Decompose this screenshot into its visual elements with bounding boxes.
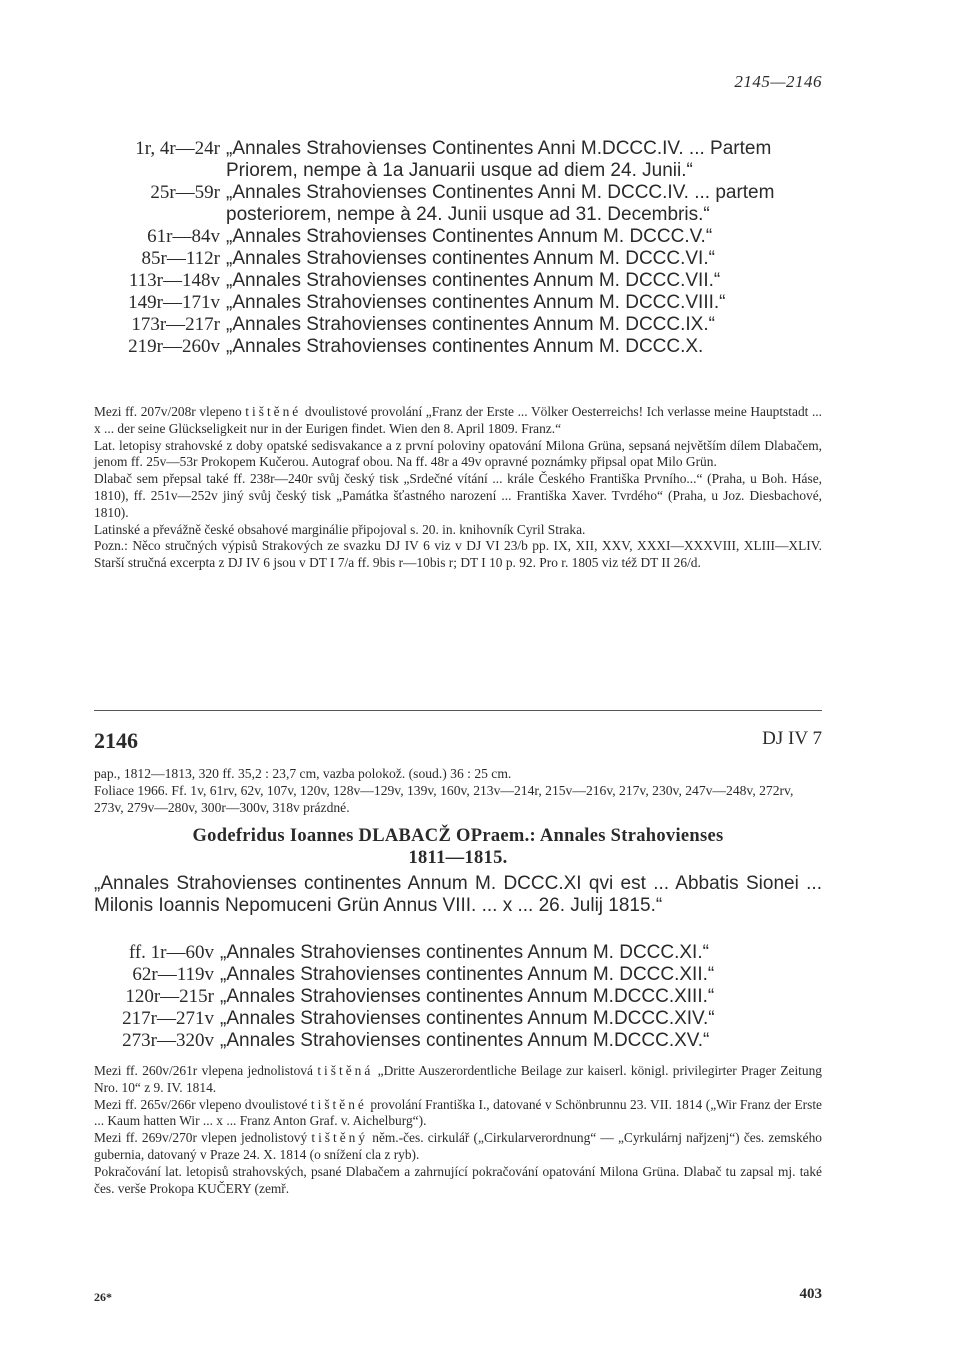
phys-line: pap., 1812—1813, 320 ff. 35,2 : 23,7 cm, vazba polokož. (soud.) 36 : 25 cm. — [94, 766, 512, 781]
entry-title: „Annales Strahovienses continentes Annum M.DCCC.XIV.“ — [220, 1008, 715, 1029]
entry-title: „Annales Strahovienses continentes Annum M. DCCC.VI.“ — [226, 248, 715, 269]
note-paragraph — [94, 404, 822, 438]
note-paragraph — [94, 1063, 822, 1097]
record-2146-heading — [94, 728, 822, 758]
entry-title: „Annales Strahovienses continentes Annum M.DCCC.XV.“ — [220, 1030, 710, 1051]
folio-range: 62r—119v — [132, 964, 214, 985]
content-entry — [94, 1008, 822, 1030]
spaced-emphasis: tištěné — [310, 1096, 367, 1112]
content-entry — [94, 182, 822, 226]
note-paragraph: Lat. letopisy strahovské z doby opatské sedisvakance a z první poloviny opatování Milona Grüna, sepsaná největším dílem Dlabačem, jenom ff. 25v—53r Prokopem Kučerou. Autograf obou. Na ff. 48r a 49v opravné poznámky připsal opat Milo Grün. — [94, 437, 822, 470]
entry-title: „Annales Strahovienses continentes Annum M. DCCC.IX.“ — [226, 314, 715, 335]
spaced-emphasis: tištěná — [317, 1063, 374, 1078]
folio-range: 1r, 4r—24r — [135, 138, 220, 159]
section-divider — [94, 710, 822, 711]
entry-title: „Annales Strahovienses continentes Annum M.DCCC.XIII.“ — [220, 986, 715, 1007]
phys-line: Foliace 1966. Ff. 1v, 61rv, 62v, 107v, 120v, 128v—129v, 139v, 160v, 213v—214r, 215v—216v, 217v, 230v, 247v—248v, 272rv, 273v, 279v—280v, 300r—300v, 318v prázdné. — [94, 783, 794, 815]
incipit-quote: „Annales Strahovienses continentes Annum M. DCCC.XI qvi est ... Abbatis Sionei ... Milonis Ioannis Nepomuceni Grün Annus VIII. ... x ... 26. Julij 1815.“ — [94, 873, 822, 916]
shelf-signature: DJ IV 7 — [762, 728, 822, 749]
note-paragraph — [94, 1130, 822, 1164]
folio-range: 273r—320v — [122, 1030, 214, 1051]
entry-title: „Annales Strahovienses continentes Annum M. DCCC.VIII.“ — [226, 292, 726, 313]
work-title — [94, 825, 822, 869]
record-number: 2146 — [94, 728, 138, 753]
record-2145-notes — [94, 404, 822, 572]
note-paragraph: Pozn.: Něco stručných výpisů Strakových ze svazku DJ IV 6 viz v DJ VI 23/b pp. IX, XII, XXV, XXXI—XXXVIII, XLIII—XLIV. Starší stručná excerpta z DJ IV 6 jsou v DT I 7/a ff. 9bis r—10bis r; DT I 10 p. 92. Pro r. 1805 viz též DT II 26/d. — [94, 538, 822, 571]
content-entry — [94, 226, 822, 248]
content-entry — [94, 942, 822, 964]
entry-title: „Annales Strahovienses continentes Annum M. DCCC.VII.“ — [226, 270, 721, 291]
folio-range: 61r—84v — [147, 226, 220, 247]
content-entry — [94, 292, 822, 314]
record-2146-notes — [94, 1063, 822, 1197]
content-entry — [94, 138, 822, 182]
entry-title: „Annales Strahovienses Continentes Anni M.DCCC.IV. ... Partem Priorem, nempe à 1a Januarii usque ad diem 24. Junii.“ — [226, 138, 772, 181]
content-entry — [94, 314, 822, 336]
entry-title: „Annales Strahovienses Continentes Annum M. DCCC.V.“ — [226, 226, 713, 247]
content-entry — [94, 986, 822, 1008]
content-entry — [94, 964, 822, 986]
note-paragraph — [94, 1097, 822, 1131]
note-text: Mezi ff. 260v/261r vlepena jednolistová — [94, 1063, 318, 1078]
entry-title: „Annales Strahovienses continentes Annum M. DCCC.XII.“ — [220, 964, 715, 985]
physical-description — [94, 765, 822, 816]
content-entry — [94, 1030, 822, 1052]
folio-range: 113r—148v — [128, 270, 220, 291]
spaced-emphasis: tištěné — [245, 404, 302, 419]
signature-mark: 26* — [94, 1290, 112, 1304]
note-paragraph: Latinské a převážně české obsahové marginálie připojoval s. 20. in. knihovník Cyril Straka. — [94, 521, 586, 537]
folio-range: ff. 1r—60v — [128, 942, 214, 963]
content-entry — [94, 270, 822, 292]
record-2146-contents — [94, 942, 822, 1052]
title-line: 1811—1815. — [408, 848, 508, 868]
note-paragraph: Dlabač sem přepsal také ff. 238r—240r svůj český tisk „Srdečné vítání ... krále Českého Františka Prvního...“ (Praha, u Boh. Háse, 1810), ff. 251v—252v jiný svůj český tisk „Památka šťastného narození ... Františka Xaver. Tvrdého“ (Praha, u Joz. Diesbachové, 1810). — [94, 471, 822, 520]
folio-range: 25r—59r — [150, 182, 220, 203]
title-line: Godefridus Ioannes DLABACŽ OPraem.: Annales Strahovienses — [192, 826, 724, 846]
note-text: „Dritte Auszerordentliche Beilage zur kaiserl. königl. privilegirter Prager Zeitung Nro. 10“ z 9. IV. 1814. — [94, 1063, 822, 1095]
note-text: provolání Františka I., datované v Schönbrunnu 23. VII. 1814 („Wir Franz der Erste ... Kaum hatten Wir ... x ... Franz Anton Graf. v. Aichelburg“). — [94, 1096, 822, 1129]
content-entry — [94, 336, 822, 358]
entry-title: „Annales Strahovienses continentes Annum M. DCCC.XI.“ — [220, 942, 709, 963]
note-text: Mezi ff. 207v/208r vlepeno — [94, 404, 246, 419]
folio-range: 173r—217r — [131, 314, 220, 335]
folio-range: 85r—112r — [141, 248, 220, 269]
folio-range: 120r—215r — [125, 986, 214, 1007]
note-text: něm.-čes. cirkulář („Cirkularverordnung“ — „Cyrkulárnj nařjzenj“) čes. zemského gubernia, datovaný v Praze 24. X. 1814 (o snížení cla z ryb). — [94, 1130, 822, 1162]
running-head: 2145—2146 — [734, 72, 822, 91]
note-text: Mezi ff. 269v/270r vlepen jednolistový — [94, 1130, 312, 1146]
folio-range: 149r—171v — [128, 292, 220, 313]
folio-range: 219r—260v — [128, 336, 220, 357]
folio-range: 217r—271v — [122, 1008, 214, 1029]
spaced-emphasis: tištěný — [311, 1130, 369, 1146]
entry-title: „Annales Strahovienses continentes Annum M. DCCC.X. — [226, 336, 704, 357]
note-paragraph: Pokračování lat. letopisů strahovských, psané Dlabačem a zahrnující pokračování opatování Milona Grüna. Dlabač tu zapsal mj. také čes. verše Prokopa KUČERY (zemř. — [94, 1163, 822, 1196]
record-2145-contents — [94, 138, 822, 358]
content-entry — [94, 248, 822, 270]
note-text: dvoulistové provolání „Franz der Erste ... Völker Oesterreichs! Ich verlasse meine Hauptstadt ... x ... der seine Glückseligkeit nur in der Eurigen findet. Wien den 8. April 1809. Franz.“ — [94, 404, 822, 436]
page-number: 403 — [799, 1286, 822, 1302]
entry-title: „Annales Strahovienses Continentes Anni M. DCCC.IV. ... partem posteriorem, nempe à 24. Junii usque ad 31. Decembris.“ — [226, 182, 775, 225]
note-text: Mezi ff. 265v/266r vlepeno dvoulistové — [94, 1096, 311, 1112]
